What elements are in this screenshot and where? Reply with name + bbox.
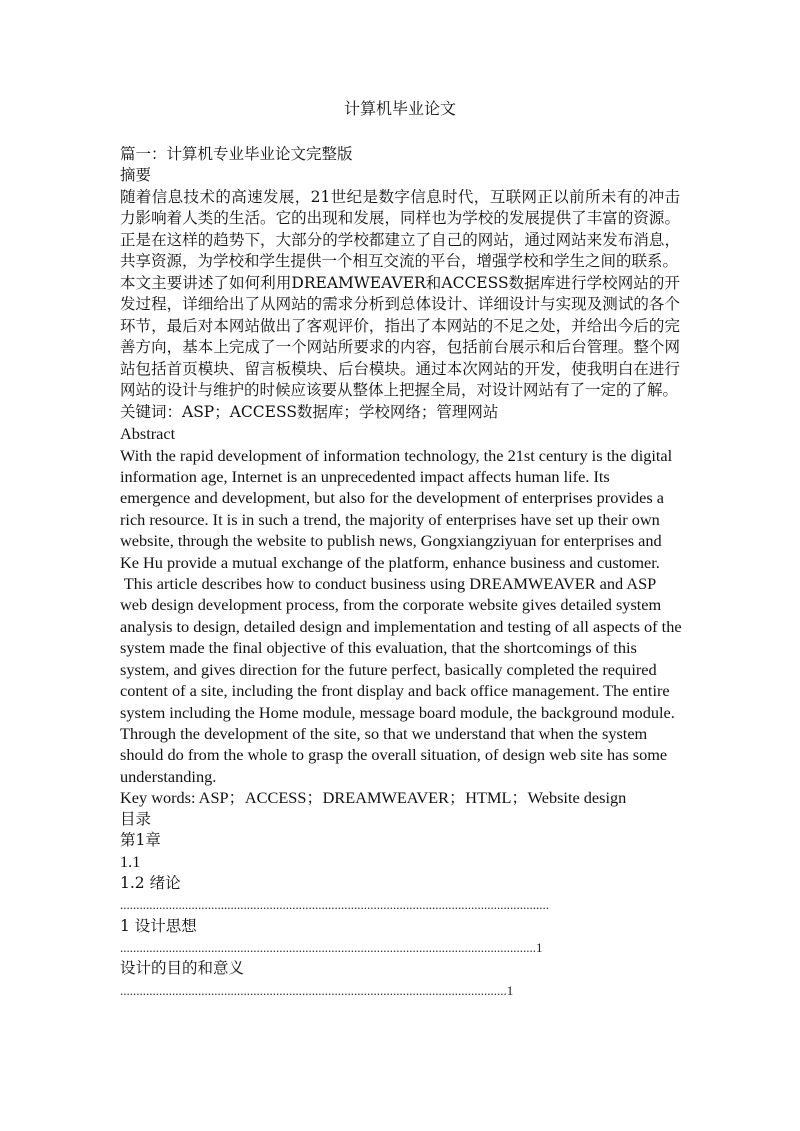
- abstract-en-line: system including the Home module, message board module, the background module.: [120, 702, 675, 722]
- abstract-en-line: web design development process, from the corporate website gives detailed system: [120, 595, 662, 615]
- keywords-en: Key words: ASP；ACCESS；DREAMWEAVER；HTML；Website design: [120, 788, 627, 808]
- abstract-en-line: This article describes how to conduct business using DREAMWEAVER and ASP: [120, 574, 657, 594]
- abstract-en-line: should do from the whole to grasp the overall situation, of design web site has some: [120, 745, 668, 765]
- toc-leader-dots: ....................................................................................................................................: [120, 897, 549, 913]
- toc-leader-dots-page: ................................................................................................................................1: [120, 939, 543, 955]
- abstract-cn-paragraph-2: 本文主要讲述了如何利用DREAMWEAVER和ACCESS数据库进行学校网站的开发过程，详细给出了从网站的需求分析到总体设计、详细设计与实现及测试的各个环节，最后对本网站做出了客观评价，指出了本网站的不足之处，并给出今后的完善方向，基本上完成了一个网站所要求的内容，包括前台展示和后台管理。整个网站包括首页模块、留言板模块、后台模块。通过本次网站的开发，使我明白在进行网站的设计与维护的时候应该要从整体上把握全局，对设计网站有了一定的了解。: [120, 273, 680, 400]
- abstract-en-line: rich resource. It is in such a trend, the majority of enterprises have set up their own: [120, 509, 660, 529]
- keywords-cn: 关键词：ASP；ACCESS数据库；学校网络；管理网站: [120, 402, 499, 421]
- abstract-en-body: [120, 445, 680, 788]
- toc-entry-design-idea: 1 设计思想: [120, 916, 197, 935]
- document-page: [120, 98, 680, 1001]
- section-heading: 篇一：计算机专业毕业论文完整版: [120, 145, 353, 163]
- abstract-en-line: With the rapid development of information technology, the 21st century is the digital: [120, 445, 673, 465]
- toc-chapter-1: 第1章: [120, 830, 161, 849]
- abstract-en-line: Through the development of the site, so that we understand that when the system: [120, 723, 648, 743]
- abstract-en-line: emergence and development, but also for the development of enterprises provides a: [120, 488, 665, 508]
- abstract-en-line: Ke Hu provide a mutual exchange of the platform, enhance business and customer.: [120, 552, 660, 572]
- toc-entry-1-1: 1.1: [120, 852, 141, 872]
- abstract-en-line: analysis to design, detailed design and implementation and testing of all aspects of the: [120, 616, 682, 636]
- abstract-cn-paragraph-1: 随着信息技术的高速发展，21世纪是数字信息时代，互联网正以前所未有的冲击力影响着人类的生活。它的出现和发展，同样也为学校的发展提供了丰富的资源。正是在这样的趋势下，大部分的学校都建立了自己的网站，通过网站来发布消息，共享资源，为学校和学生提供一个相互交流的平台，增强学校和学生之间的联系。: [120, 187, 680, 271]
- toc-entry-1-2: 1.2 绪论: [120, 873, 181, 892]
- toc-heading: 目录: [120, 809, 152, 828]
- toc-leader-dots-page: .......................................................................................................................1: [120, 982, 514, 998]
- abstract-en-line: understanding.: [120, 766, 217, 786]
- abstract-en-line: website, through the website to publish news, Gongxiangziyuan for enterprises and: [120, 531, 662, 551]
- abstract-en-line: system, and gives direction for the future perfect, basically completed the required: [120, 659, 657, 679]
- document-title: 计算机毕业论文: [343, 99, 456, 118]
- abstract-cn-heading: 摘要: [120, 166, 152, 185]
- toc-entry-purpose: 设计的目的和意义: [120, 959, 245, 978]
- abstract-en-line: information age, Internet is an unprecedented impact affects human life. Its: [120, 467, 610, 487]
- abstract-en-line: content of a site, including the front display and back office management. The entire: [120, 681, 670, 701]
- abstract-en-line: system made the final objective of this evaluation, that the shortcomings of this: [120, 638, 637, 658]
- abstract-en-heading: Abstract: [120, 424, 176, 444]
